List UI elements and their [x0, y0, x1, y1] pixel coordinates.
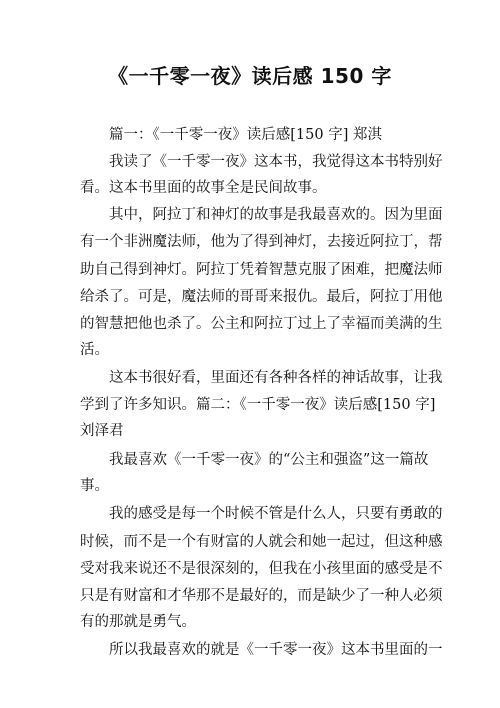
text-line-8: 的智慧把他也杀了。公主和阿拉丁过上了幸福而美满的生 — [80, 316, 443, 332]
text-line-10: 这本书很好看，里面还有各种各样的神话故事，让我 — [109, 370, 443, 386]
text-line-12: 刘泽君 — [80, 423, 124, 439]
text-line-1: 篇一：《一千零一夜》读后感[150 字] 郑淇 — [109, 127, 382, 143]
text-line-19: 有的那就是勇气。 — [80, 614, 196, 630]
document-title: 《一千零一夜》读后感 150 字 — [108, 64, 392, 88]
text-line-14: 事。 — [80, 478, 109, 494]
text-line-4: 其中，阿拉丁和神灯的故事是我最喜欢的。因为里面 — [109, 207, 443, 223]
text-line-9: 活。 — [80, 342, 109, 358]
text-line-18: 只是有财富和才华那不是最好的，而是缺少了一种人必须 — [80, 588, 443, 604]
text-line-11: 学到了许多知识。篇二：《一千零一夜》读后感[150 字] — [80, 397, 436, 413]
text-line-5: 有一个非洲魔法师，他为了得到神灯，去接近阿拉丁，帮 — [80, 234, 443, 250]
text-line-16: 时候，而不是一个有财富的人就会和她一起过，但这种感 — [80, 534, 443, 550]
text-line-3: 看。这本书里面的故事全是民间故事。 — [80, 180, 327, 196]
text-line-15: 我的感受是每一个时候不管是什么人，只要有勇敢的 — [109, 506, 443, 522]
text-line-6: 助自己得到神灯。阿拉丁凭着智慧克服了困难，把魔法师 — [80, 262, 443, 278]
text-line-2: 我读了《一千零一夜》这本书，我觉得这本书特别好 — [109, 154, 443, 170]
text-line-7: 给杀了。可是，魔法师的哥哥来报仇。最后，阿拉丁用他 — [80, 289, 443, 305]
text-line-20: 所以我最喜欢的就是《一千零一夜》这本书里面的一 — [109, 642, 443, 658]
text-line-17: 受对我来说还不是很深刻的，但我在小孩里面的感受是不 — [80, 561, 443, 577]
text-line-13: 我最喜欢《一千零一夜》的“公主和强盗”这一篇故 — [109, 452, 429, 468]
